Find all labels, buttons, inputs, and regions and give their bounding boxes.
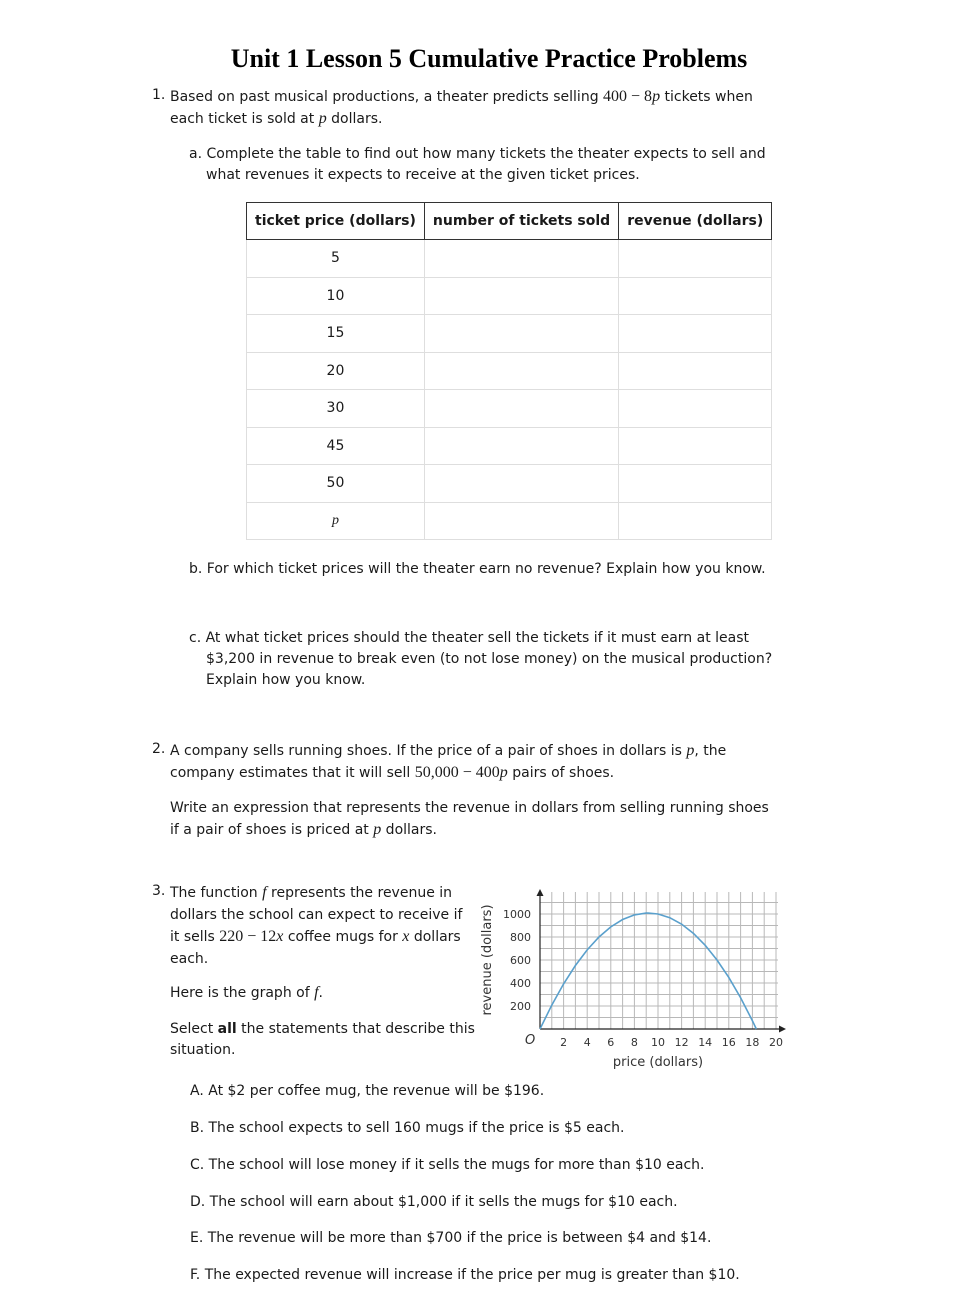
problem-2-text (170, 740, 726, 784)
price-cell: 5 (247, 240, 425, 278)
problem-3-number: 3. (152, 883, 166, 899)
problem-3-graph-intro (170, 982, 323, 1004)
problem-2-variable: p (373, 821, 382, 838)
problem-2-line1-end: , the (694, 743, 727, 759)
problem-3-line6-end: the statements that describe this (236, 1021, 475, 1037)
table-row (247, 390, 772, 428)
problem-2-variable: p (686, 742, 695, 759)
problem-3-instruction (170, 1019, 475, 1061)
chart-axes (537, 889, 787, 1033)
price-cell: 10 (247, 277, 425, 315)
problem-1-intro (170, 86, 753, 130)
part-a-line2: what revenues it expects to receive at the given ticket prices. (206, 167, 640, 183)
table-row (247, 465, 772, 503)
price-cell: 45 (247, 427, 425, 465)
tickets-sold-cell[interactable] (424, 465, 618, 503)
y-tick-label: 800 (510, 931, 531, 944)
problem-3-line5-end: . (318, 985, 323, 1001)
problem-1-intro-line2-end: dollars. (326, 111, 383, 127)
price-cell: 30 (247, 390, 425, 428)
y-axis-arrow (537, 889, 544, 896)
header-revenue: revenue (dollars) (619, 203, 772, 240)
problem-1-intro-text: Based on past musical productions, a theater predicts selling (170, 89, 604, 105)
revenue-cell[interactable] (619, 352, 772, 390)
part-a-line1: a. Complete the table to find out how many tickets the theater expects to sell and (189, 146, 766, 162)
problem-2-line4: if a pair of shoes is priced at (170, 822, 374, 838)
y-tick-label: 200 (510, 1000, 531, 1013)
problem-3-variable: x (402, 928, 410, 945)
problem-2-number: 2. (152, 741, 166, 757)
revenue-cell[interactable] (619, 315, 772, 353)
problem-3-line1-end: represents the revenue in (266, 885, 453, 901)
problem-1-part-c (189, 628, 772, 691)
x-axis-arrow (779, 1026, 786, 1033)
problem-2-question (170, 798, 769, 841)
x-axis-label: price (dollars) (612, 1055, 704, 1070)
problem-1-part-a (189, 144, 766, 186)
y-tick-label: 400 (510, 977, 531, 990)
y-tick-label: 1000 (503, 908, 531, 921)
problem-2-line2: company estimates that it will sell (170, 765, 415, 781)
tickets-sold-cell[interactable] (424, 502, 618, 540)
part-c-line1: c. At what ticket prices should the theater sell the tickets if it must earn at least (189, 630, 749, 646)
problem-3-function: f (314, 984, 319, 1001)
x-tick-label: 6 (607, 1036, 615, 1049)
tickets-sold-cell[interactable] (424, 240, 618, 278)
revenue-cell[interactable] (619, 240, 772, 278)
problem-3-expression: 220 − 12 (219, 928, 277, 945)
tickets-sold-cell[interactable] (424, 277, 618, 315)
x-tick-label: 14 (698, 1036, 713, 1049)
problem-2-variable: p (499, 764, 508, 781)
price-cell: p (247, 502, 425, 540)
x-tick-label: 8 (630, 1036, 638, 1049)
revenue-cell[interactable] (619, 465, 772, 503)
option-f[interactable]: F. The expected revenue will increase if the price per mug is greater than $10. (190, 1267, 740, 1283)
revenue-chart (478, 882, 788, 1074)
problem-1-variable: p (652, 88, 661, 105)
problem-3-line7: situation. (170, 1042, 236, 1058)
tickets-sold-cell[interactable] (424, 315, 618, 353)
price-cell: 15 (247, 315, 425, 353)
chart-labels (480, 904, 783, 1070)
revenue-cell[interactable] (619, 277, 772, 315)
problem-2-line2-end: pairs of shoes. (507, 765, 615, 781)
problem-3-line4: each. (170, 950, 209, 967)
revenue-cell[interactable] (619, 427, 772, 465)
revenue-cell[interactable] (619, 390, 772, 428)
revenue-cell[interactable] (619, 502, 772, 540)
problem-3-variable: x (276, 928, 284, 945)
problem-1-part-b: b. For which ticket prices will the theater earn no revenue? Explain how you know. (189, 561, 766, 577)
table-row (247, 240, 772, 278)
problem-3-all: all (217, 1021, 237, 1037)
y-axis-label: revenue (dollars) (480, 904, 495, 1016)
table-row (247, 277, 772, 315)
price-cell: 20 (247, 352, 425, 390)
option-e[interactable]: E. The revenue will be more than $700 if the price is between $4 and $14. (190, 1230, 712, 1246)
option-c[interactable]: C. The school will lose money if it sells the mugs for more than $10 each. (190, 1157, 705, 1173)
x-tick-label: 2 (560, 1036, 568, 1049)
problem-3-function: f (262, 884, 267, 901)
origin-label: O (525, 1033, 536, 1048)
x-tick-label: 4 (583, 1036, 591, 1049)
problem-3-line1: The function (170, 885, 263, 901)
ticket-table (246, 202, 772, 540)
part-c-line3: Explain how you know. (206, 672, 366, 688)
tickets-sold-cell[interactable] (424, 427, 618, 465)
problem-3-line6: Select (170, 1021, 218, 1037)
problem-1-number: 1. (152, 87, 166, 103)
option-b[interactable]: B. The school expects to sell 160 mugs if the price is $5 each. (190, 1120, 625, 1136)
problem-2-expression: 50,000 − 400 (414, 764, 500, 781)
price-cell: 50 (247, 465, 425, 503)
problem-1-variable: p (318, 110, 327, 127)
problem-3-line5: Here is the graph of (170, 985, 315, 1001)
problem-2-line4-end: dollars. (381, 822, 437, 838)
option-a[interactable]: A. At $2 per coffee mug, the revenue will be $196. (190, 1083, 545, 1099)
chart-grid (540, 892, 778, 1029)
problem-3-line3: it sells (170, 929, 220, 945)
page-title: Unit 1 Lesson 5 Cumulative Practice Problems (230, 44, 748, 73)
x-tick-label: 10 (651, 1036, 665, 1049)
part-c-line2: $3,200 in revenue to break even (to not lose money) on the musical production? (206, 651, 773, 667)
table-row (247, 502, 772, 540)
table-row (247, 427, 772, 465)
table-row (247, 352, 772, 390)
tickets-sold-cell[interactable] (424, 352, 618, 390)
x-tick-label: 20 (769, 1036, 783, 1049)
problem-3-line2: dollars the school can expect to receive if (170, 906, 463, 923)
problem-1-intro-line2: each ticket is sold at (170, 111, 319, 127)
header-tickets-sold: number of tickets sold (424, 203, 618, 240)
y-tick-label: 600 (510, 954, 531, 967)
problem-1-expression: 400 − 8 (603, 88, 653, 105)
problem-1-intro-text-end: tickets when (660, 89, 753, 105)
table-row (247, 315, 772, 353)
problem-2-line1: A company sells running shoes. If the price of a pair of shoes in dollars is (170, 743, 687, 759)
tickets-sold-cell[interactable] (424, 390, 618, 428)
x-tick-label: 16 (721, 1036, 736, 1049)
x-tick-label: 12 (674, 1036, 689, 1049)
problem-3-line3-mid: coffee mugs for (283, 929, 403, 945)
problem-3-line3-end: dollars (409, 929, 461, 945)
ticket-table-header (247, 203, 772, 240)
header-ticket-price: ticket price (dollars) (247, 203, 425, 240)
option-d[interactable]: D. The school will earn about $1,000 if it sells the mugs for $10 each. (190, 1194, 678, 1210)
x-tick-label: 18 (745, 1036, 760, 1049)
problem-3-text (170, 882, 462, 970)
problem-2-line3: Write an expression that represents the revenue in dollars from selling running shoes (170, 800, 769, 816)
